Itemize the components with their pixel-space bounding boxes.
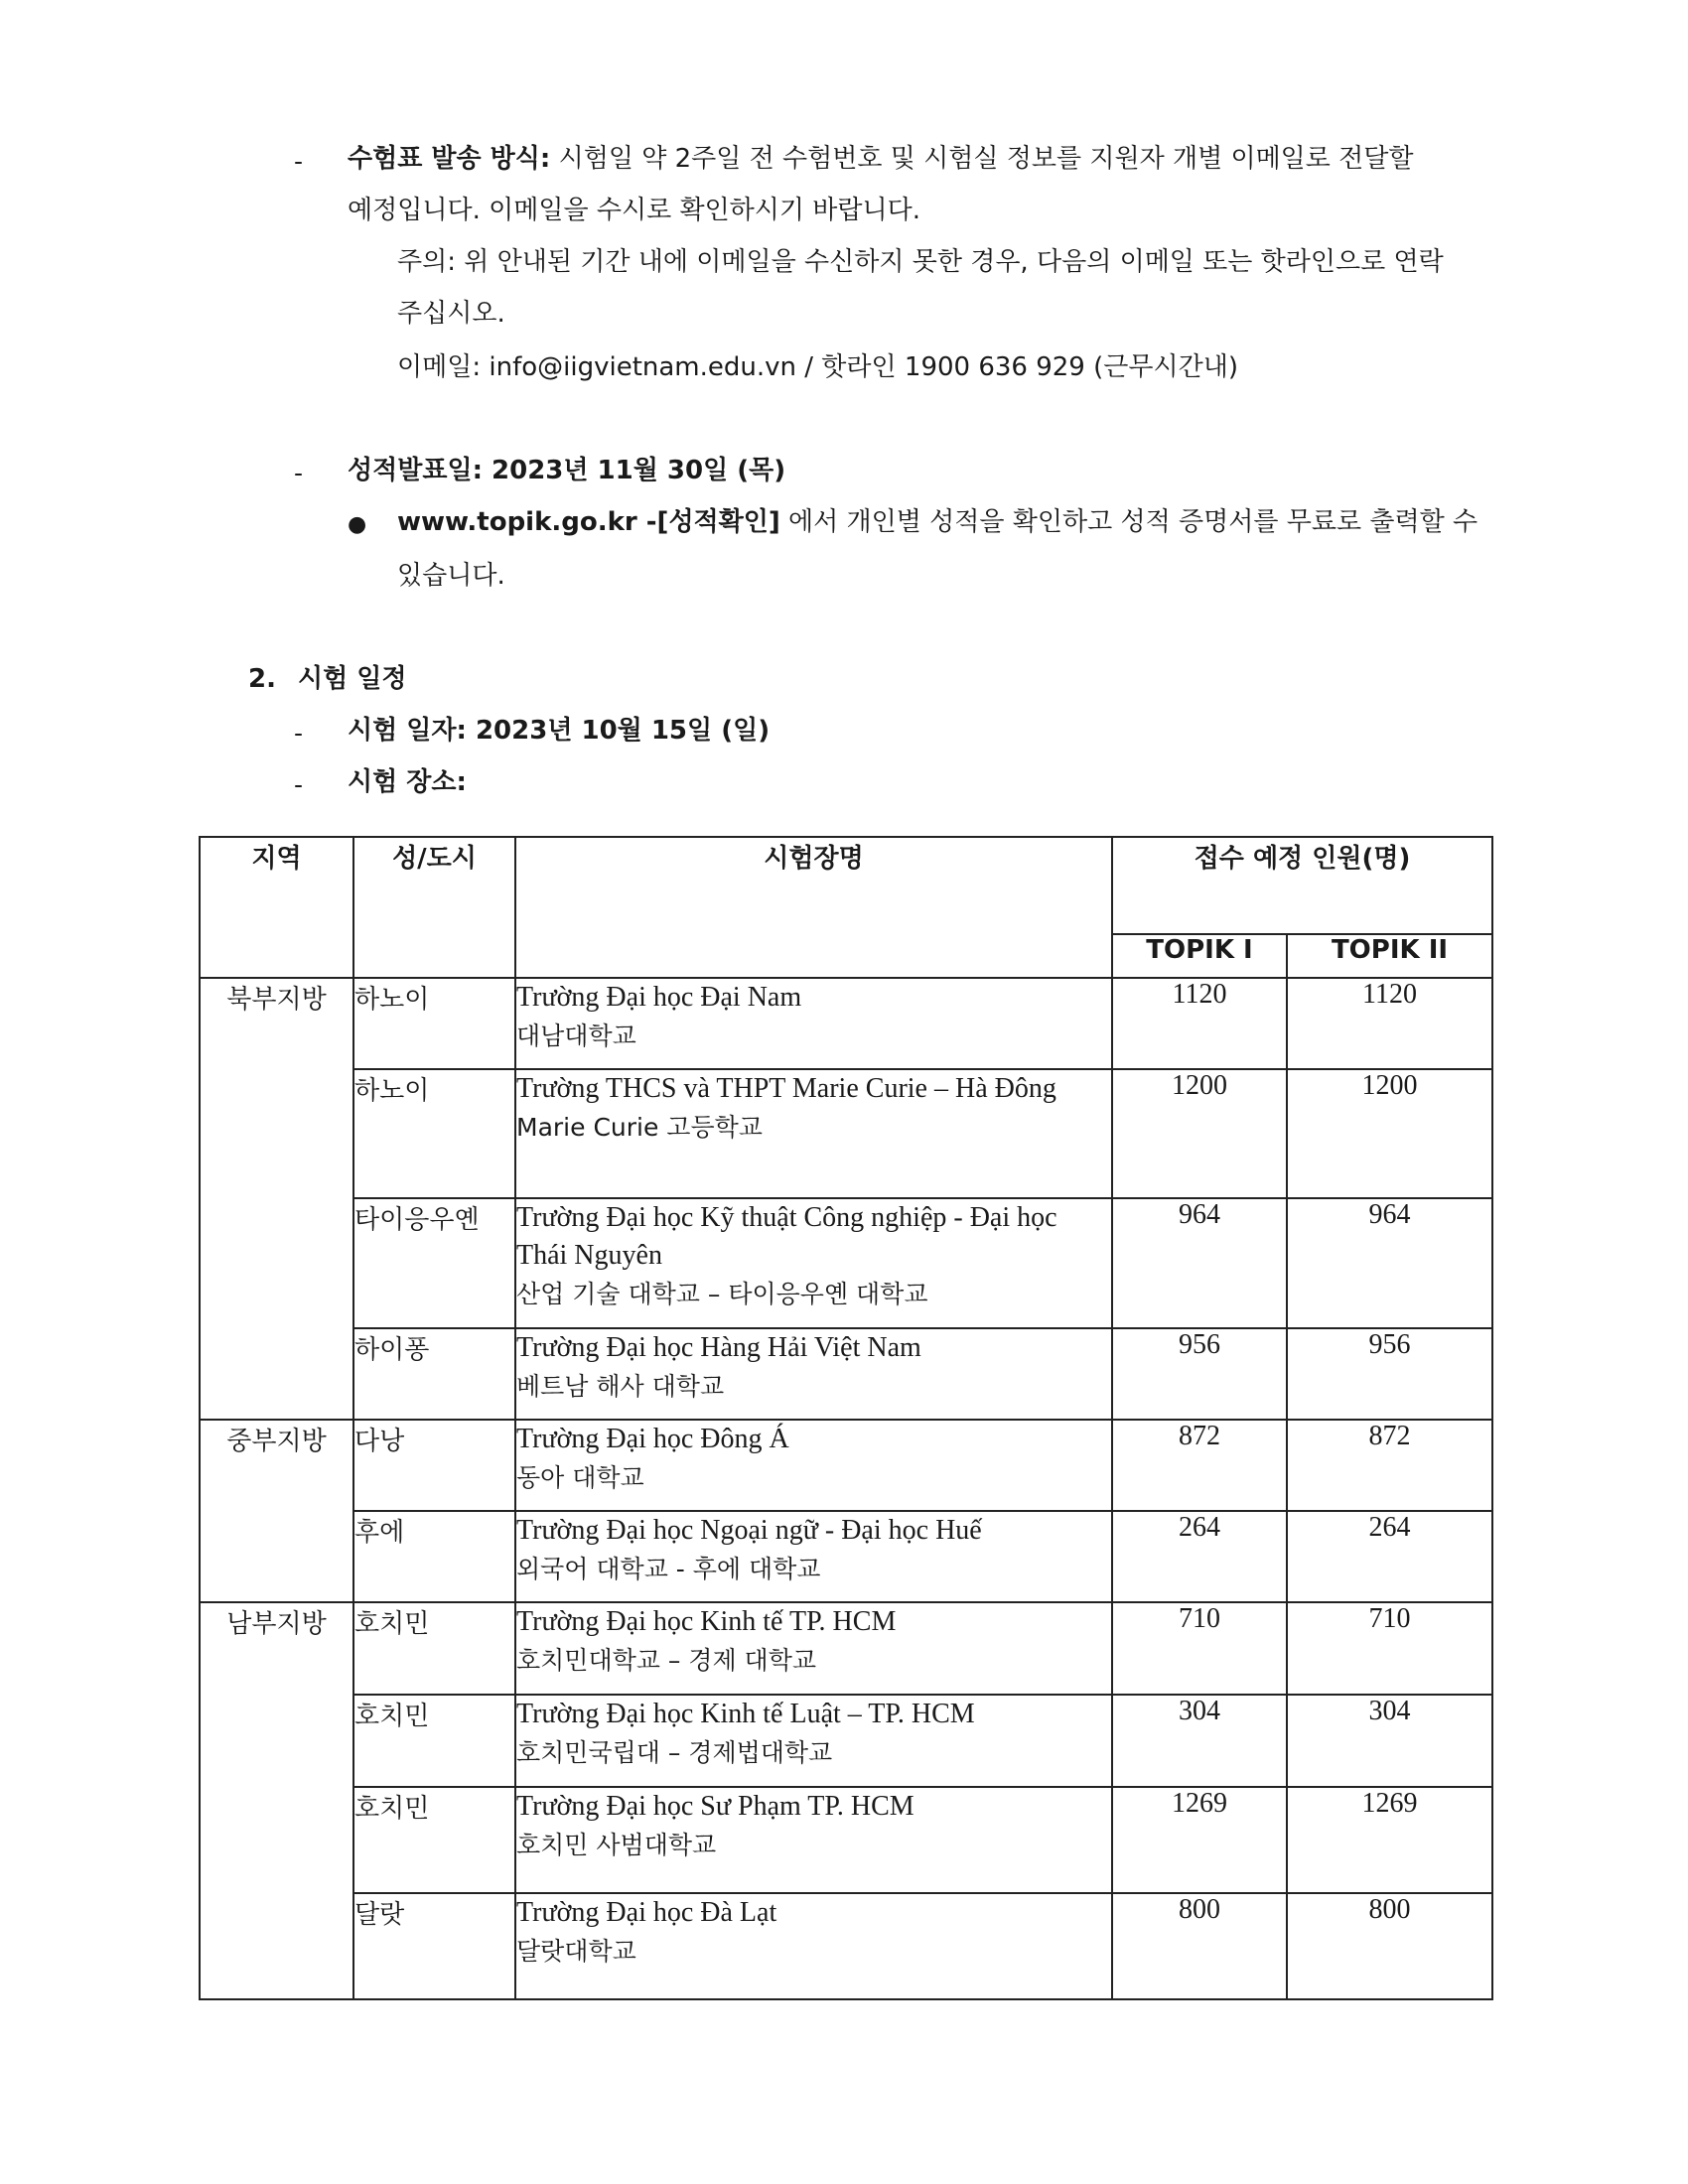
table-row: [200, 1893, 1492, 1999]
table-row: [200, 1787, 1492, 1893]
topik-2-count: 800: [1287, 1893, 1492, 1999]
venue-cell: [515, 1069, 1112, 1198]
table-row: [200, 1602, 1492, 1695]
venue-name-ko: Marie Curie 고등학교: [516, 1113, 763, 1142]
venue-cell: [515, 1420, 1112, 1511]
result-date-label: 성적발표일: 2023년 11월 30일 (목): [348, 456, 786, 485]
city-cell: 호치민: [353, 1602, 515, 1695]
venue-cell: [515, 1695, 1112, 1787]
venue-cell: [515, 1602, 1112, 1695]
topik-1-count: 710: [1112, 1602, 1287, 1695]
topik-2-count: 872: [1287, 1420, 1492, 1511]
venue-name-vi: Trường Đại học Hàng Hải Việt Nam: [516, 1332, 921, 1363]
topik-1-count: 1200: [1112, 1069, 1287, 1198]
venue-name-ko: 대남대학교: [516, 1022, 636, 1050]
result-text-continued: 있습니다.: [397, 561, 505, 591]
city-cell: 타이응우옌: [353, 1198, 515, 1328]
topik-2-count: 1120: [1287, 978, 1492, 1069]
exam-date: 시험 일자: 2023년 10월 15일 (일): [348, 716, 771, 746]
header-capacity: 접수 예정 인원(명): [1112, 837, 1492, 934]
contact-text: 이메일: info@iigvietnam.edu.vn / 핫라인 1900 636 929 (근무시간내): [397, 352, 1238, 382]
header-venue: 시험장명: [515, 837, 1112, 978]
venue-cell: [515, 1787, 1112, 1893]
table-row: [200, 1695, 1492, 1787]
city-cell: 호치민: [353, 1787, 515, 1893]
list-dash: -: [294, 770, 304, 799]
venue-cell: [515, 1511, 1112, 1602]
admission-text: 시험일 약 2주일 전 수험번호 및 시험실 정보를 지원자 개별 이메일로 전달할: [550, 144, 1414, 174]
venue-name-ko: 외국어 대학교 - 후에 대학교: [516, 1555, 821, 1583]
city-cell: 다낭: [353, 1420, 515, 1511]
topik-2-count: 710: [1287, 1602, 1492, 1695]
city-cell: 하노이: [353, 1069, 515, 1198]
venue-cell: [515, 1328, 1112, 1420]
note-text: 주의: 위 안내된 기간 내에 이메일을 수신하지 못한 경우, 다음의 이메일 또는 핫라인으로 연락: [397, 247, 1444, 277]
admission-line: [348, 141, 1414, 177]
venue-name-vi: Trường Đại học Đông Á: [516, 1424, 789, 1454]
venue-name-vi: Trường Đại học Ngoại ngữ - Đại học Huế: [516, 1515, 982, 1546]
topik-2-count: 964: [1287, 1198, 1492, 1328]
result-link[interactable]: www.topik.go.kr -[성적확인]: [397, 507, 780, 537]
venue-table: [199, 836, 1493, 2000]
list-dash: -: [294, 719, 304, 748]
venue-name-vi: Trường THCS và THPT Marie Curie – Hà Đông: [516, 1073, 1056, 1104]
section-title: 시험 일정: [298, 664, 407, 694]
table-row: [200, 1328, 1492, 1420]
venue-name-vi: Trường Đại học Kinh tế Luật – TP. HCM: [516, 1699, 975, 1729]
city-cell: 후에: [353, 1511, 515, 1602]
admission-text-continued: 예정입니다. 이메일을 수시로 확인하시기 바랍니다.: [348, 196, 921, 225]
table-row: [200, 1069, 1492, 1198]
venue-name-ko: 호치민국립대 – 경제법대학교: [516, 1738, 833, 1767]
venue-name-vi: Trường Đại học Đại Nam: [516, 982, 802, 1013]
header-city: 성/도시: [353, 837, 515, 978]
region-cell: 북부지방: [200, 978, 353, 1420]
venue-name-vi: Trường Đại học Kinh tế TP. HCM: [516, 1606, 897, 1637]
region-cell: 남부지방: [200, 1602, 353, 1999]
table-row: [200, 978, 1492, 1069]
list-dash: -: [294, 459, 304, 487]
exam-place-label: 시험 장소:: [348, 767, 467, 797]
topik-1-count: 1120: [1112, 978, 1287, 1069]
venue-name-ko: 산업 기술 대학교 – 타이응우옌 대학교: [516, 1280, 928, 1308]
header-topik-1: TOPIK I: [1112, 934, 1287, 978]
section-number: 2.: [248, 664, 276, 694]
city-cell: 달랏: [353, 1893, 515, 1999]
result-text: 에서 개인별 성적을 확인하고 성적 증명서를 무료로 출력할 수: [779, 507, 1478, 537]
venue-name-ko: 베트남 해사 대학교: [516, 1372, 725, 1401]
topik-1-count: 872: [1112, 1420, 1287, 1511]
topik-1-count: 304: [1112, 1695, 1287, 1787]
city-cell: 호치민: [353, 1695, 515, 1787]
venue-cell: [515, 1198, 1112, 1328]
note-text-continued: 주십시오.: [397, 299, 505, 329]
topik-1-count: 956: [1112, 1328, 1287, 1420]
result-line: [397, 504, 1477, 540]
topik-1-count: 264: [1112, 1511, 1287, 1602]
venue-name-ko: 달랏대학교: [516, 1937, 636, 1966]
topik-1-count: 800: [1112, 1893, 1287, 1999]
list-dash: -: [294, 147, 304, 176]
admission-label: 수험표 발송 방식:: [348, 144, 551, 174]
bullet-icon: ●: [348, 512, 367, 537]
table-row: [200, 1511, 1492, 1602]
venue-name-ko: 호치민 사범대학교: [516, 1831, 717, 1859]
region-cell: 중부지방: [200, 1420, 353, 1602]
table-row: [200, 1198, 1492, 1328]
header-region: 지역: [200, 837, 353, 978]
city-cell: 하노이: [353, 978, 515, 1069]
topik-2-count: 956: [1287, 1328, 1492, 1420]
topik-1-count: 964: [1112, 1198, 1287, 1328]
venue-cell: [515, 978, 1112, 1069]
venue-name-vi: Trường Đại học Sư Phạm TP. HCM: [516, 1791, 914, 1822]
topik-2-count: 264: [1287, 1511, 1492, 1602]
topik-1-count: 1269: [1112, 1787, 1287, 1893]
venue-name-vi: Trường Đại học Kỹ thuật Công nghiệp - Đại học Thái Nguyên: [516, 1202, 1057, 1271]
city-cell: 하이퐁: [353, 1328, 515, 1420]
topik-2-count: 304: [1287, 1695, 1492, 1787]
header-topik-2: TOPIK II: [1287, 934, 1492, 978]
venue-name-ko: 동아 대학교: [516, 1463, 644, 1492]
topik-2-count: 1269: [1287, 1787, 1492, 1893]
venue-name-vi: Trường Đại học Đà Lạt: [516, 1897, 777, 1928]
topik-2-count: 1200: [1287, 1069, 1492, 1198]
table-row: [200, 1420, 1492, 1511]
venue-cell: [515, 1893, 1112, 1999]
venue-name-ko: 호치민대학교 – 경제 대학교: [516, 1646, 816, 1675]
